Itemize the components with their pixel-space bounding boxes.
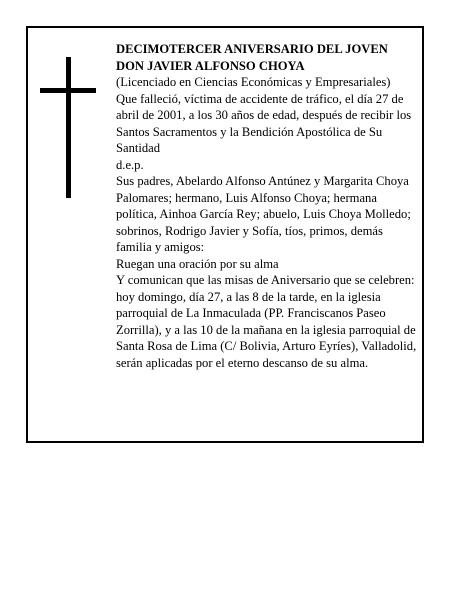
notice-text (116, 41, 420, 371)
cross-vertical-bar (66, 57, 71, 198)
masses-paragraph: Y comunican que las misas de Aniversario que se celebren: hoy domingo, día 27, a las 8 de la tarde, en la iglesia parroquial de La Inmaculada (PP. Franciscanos Paseo Zorrilla), y a las 10 de la mañana en la iglesia parroquial de Santa Rosa de Lima (C/ Bolivia, Arturo Eyríes), Valladolid, serán aplicadas por el eterno descanso de su alma. (116, 273, 417, 370)
family-paragraph: Sus padres, Abelardo Alfonso Antúnez y Margarita Choya Palomares; hermano, Luis Alfonso Choya; hermana política, Ainhoa García Rey; abuelo, Luis Choya Molledo; sobrinos, Rodrigo Javier y Sofía, tíos, primos, demás familia y amigos: (116, 174, 411, 254)
obituary-notice (26, 26, 424, 443)
death-paragraph: Que falleció, víctima de accidente de tráfico, el día 27 de abril de 2001, a los 30 años de edad, después de recibir los Santos Sacramentos y la Bendición Apostólica de Su Santidad (116, 91, 412, 155)
prayer-request: Ruegan una oración por su alma (116, 256, 279, 271)
qualification: (Licenciado en Ciencias Económicas y Empresariales) (116, 75, 391, 89)
cross-icon (40, 57, 96, 198)
heading-line-2: DON JAVIER ALFONSO CHOYA (116, 58, 305, 73)
dep-line: d.e.p. (116, 157, 144, 172)
cross-horizontal-bar (40, 88, 96, 93)
heading-line-1: DECIMOTERCER ANIVERSARIO DEL JOVEN (116, 42, 388, 56)
